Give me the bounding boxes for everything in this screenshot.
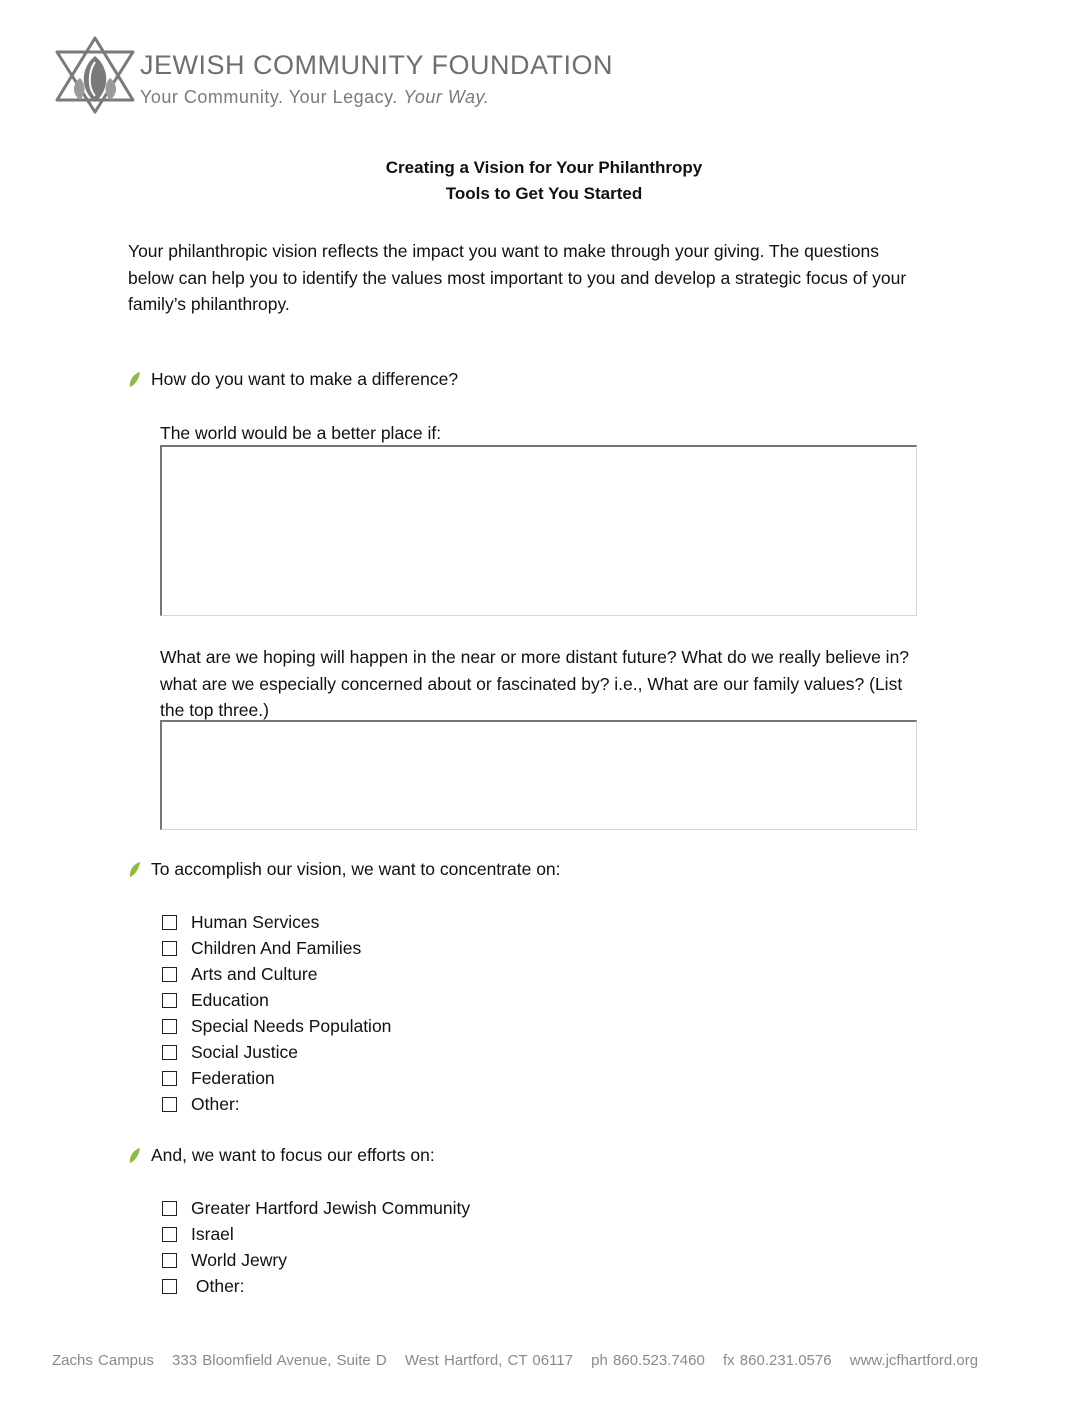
checkbox-label: Federation [191,1067,275,1088]
checkbox-item[interactable] [162,1091,391,1117]
checkbox[interactable] [162,915,177,930]
prompt-family-values: What are we hoping will happen in the near or more distant future? What do we really believe in? what are we especially concerned about or fascinated by? i.e., What are our family values? (List the top three.) [160,647,910,720]
checkbox-item[interactable] [162,1065,391,1091]
checkbox-item[interactable] [162,1013,391,1039]
checkbox[interactable] [162,1097,177,1112]
question-concentrate [128,859,561,880]
checkbox-label: Children And Families [191,937,362,958]
checkbox[interactable] [162,1201,177,1216]
leaf-bullet-icon [128,371,141,388]
checkbox[interactable] [162,1045,177,1060]
document-subtitle: Tools to Get You Started [445,184,643,203]
checkbox-label: Education [191,989,269,1010]
checkbox-item[interactable] [162,1247,470,1273]
checkbox-label: Other: [191,1275,245,1296]
prompt-better-world: The world would be a better place if: [160,423,442,443]
leaf-bullet-icon [128,861,141,878]
checkbox[interactable] [162,993,177,1008]
footer-contact [52,1352,991,1369]
checkbox[interactable] [162,1227,177,1242]
checkbox-label: Special Needs Population [191,1015,392,1036]
star-of-david-leaf-icon [50,34,140,116]
checkbox-label: Other: [191,1093,240,1114]
checkbox[interactable] [162,1253,177,1268]
checkbox-item[interactable] [162,909,391,935]
question-text: To accomplish our vision, we want to concentrate on: [151,859,561,879]
checkbox[interactable] [162,1279,177,1294]
checkbox-label: Social Justice [191,1041,298,1062]
tagline [140,87,489,108]
tagline-text: Your Community. Your Legacy. [140,87,398,107]
document-title: Creating a Vision for Your Philanthropy [385,158,703,177]
leaf-bullet-icon [128,1147,141,1164]
checkbox-item[interactable] [162,935,391,961]
checkbox[interactable] [162,1019,177,1034]
intro-paragraph: Your philanthropic vision reflects the impact you want to make through your giving. The questions below can help you to identify the values most important to you and develop a strategic focus of your family’s philanthropy. [128,241,907,314]
footer-phone: ph 860.523.7460 [591,1352,705,1369]
checkbox-item[interactable] [162,1221,470,1247]
question-text: And, we want to focus our efforts on: [151,1145,435,1165]
footer-city: West Hartford, CT 06117 [404,1352,573,1369]
checkbox[interactable] [162,967,177,982]
question-difference [128,369,458,390]
checkbox-item[interactable] [162,1273,470,1299]
checkbox-item[interactable] [162,987,391,1013]
footer-address: 333 Bloomfield Avenue, Suite D [172,1352,387,1369]
checkbox[interactable] [162,1071,177,1086]
footer-fax: fx 860.231.0576 [722,1352,832,1369]
geography-checklist [162,1195,470,1299]
checkbox-label: Israel [191,1223,234,1244]
footer-campus: Zachs Campus [52,1352,154,1369]
checkbox-label: Greater Hartford Jewish Community [191,1197,471,1218]
checkbox-label: Human Services [191,911,320,932]
question-efforts [128,1145,435,1166]
family-values-answer-field[interactable] [160,720,917,830]
checkbox[interactable] [162,941,177,956]
checkbox-item[interactable] [162,1039,391,1065]
question-text: How do you want to make a difference? [151,369,459,389]
checkbox-item[interactable] [162,1195,470,1221]
footer-website[interactable]: www.jcfhartford.org [849,1352,979,1369]
organization-name: JEWISH COMMUNITY FOUNDATION [140,50,613,80]
checkbox-item[interactable] [162,961,391,987]
better-world-answer-field[interactable] [160,445,917,616]
checkbox-label: World Jewry [191,1249,287,1270]
focus-areas-checklist [162,909,391,1117]
tagline-emphasis: Your Way. [403,87,490,107]
checkbox-label: Arts and Culture [191,963,318,984]
